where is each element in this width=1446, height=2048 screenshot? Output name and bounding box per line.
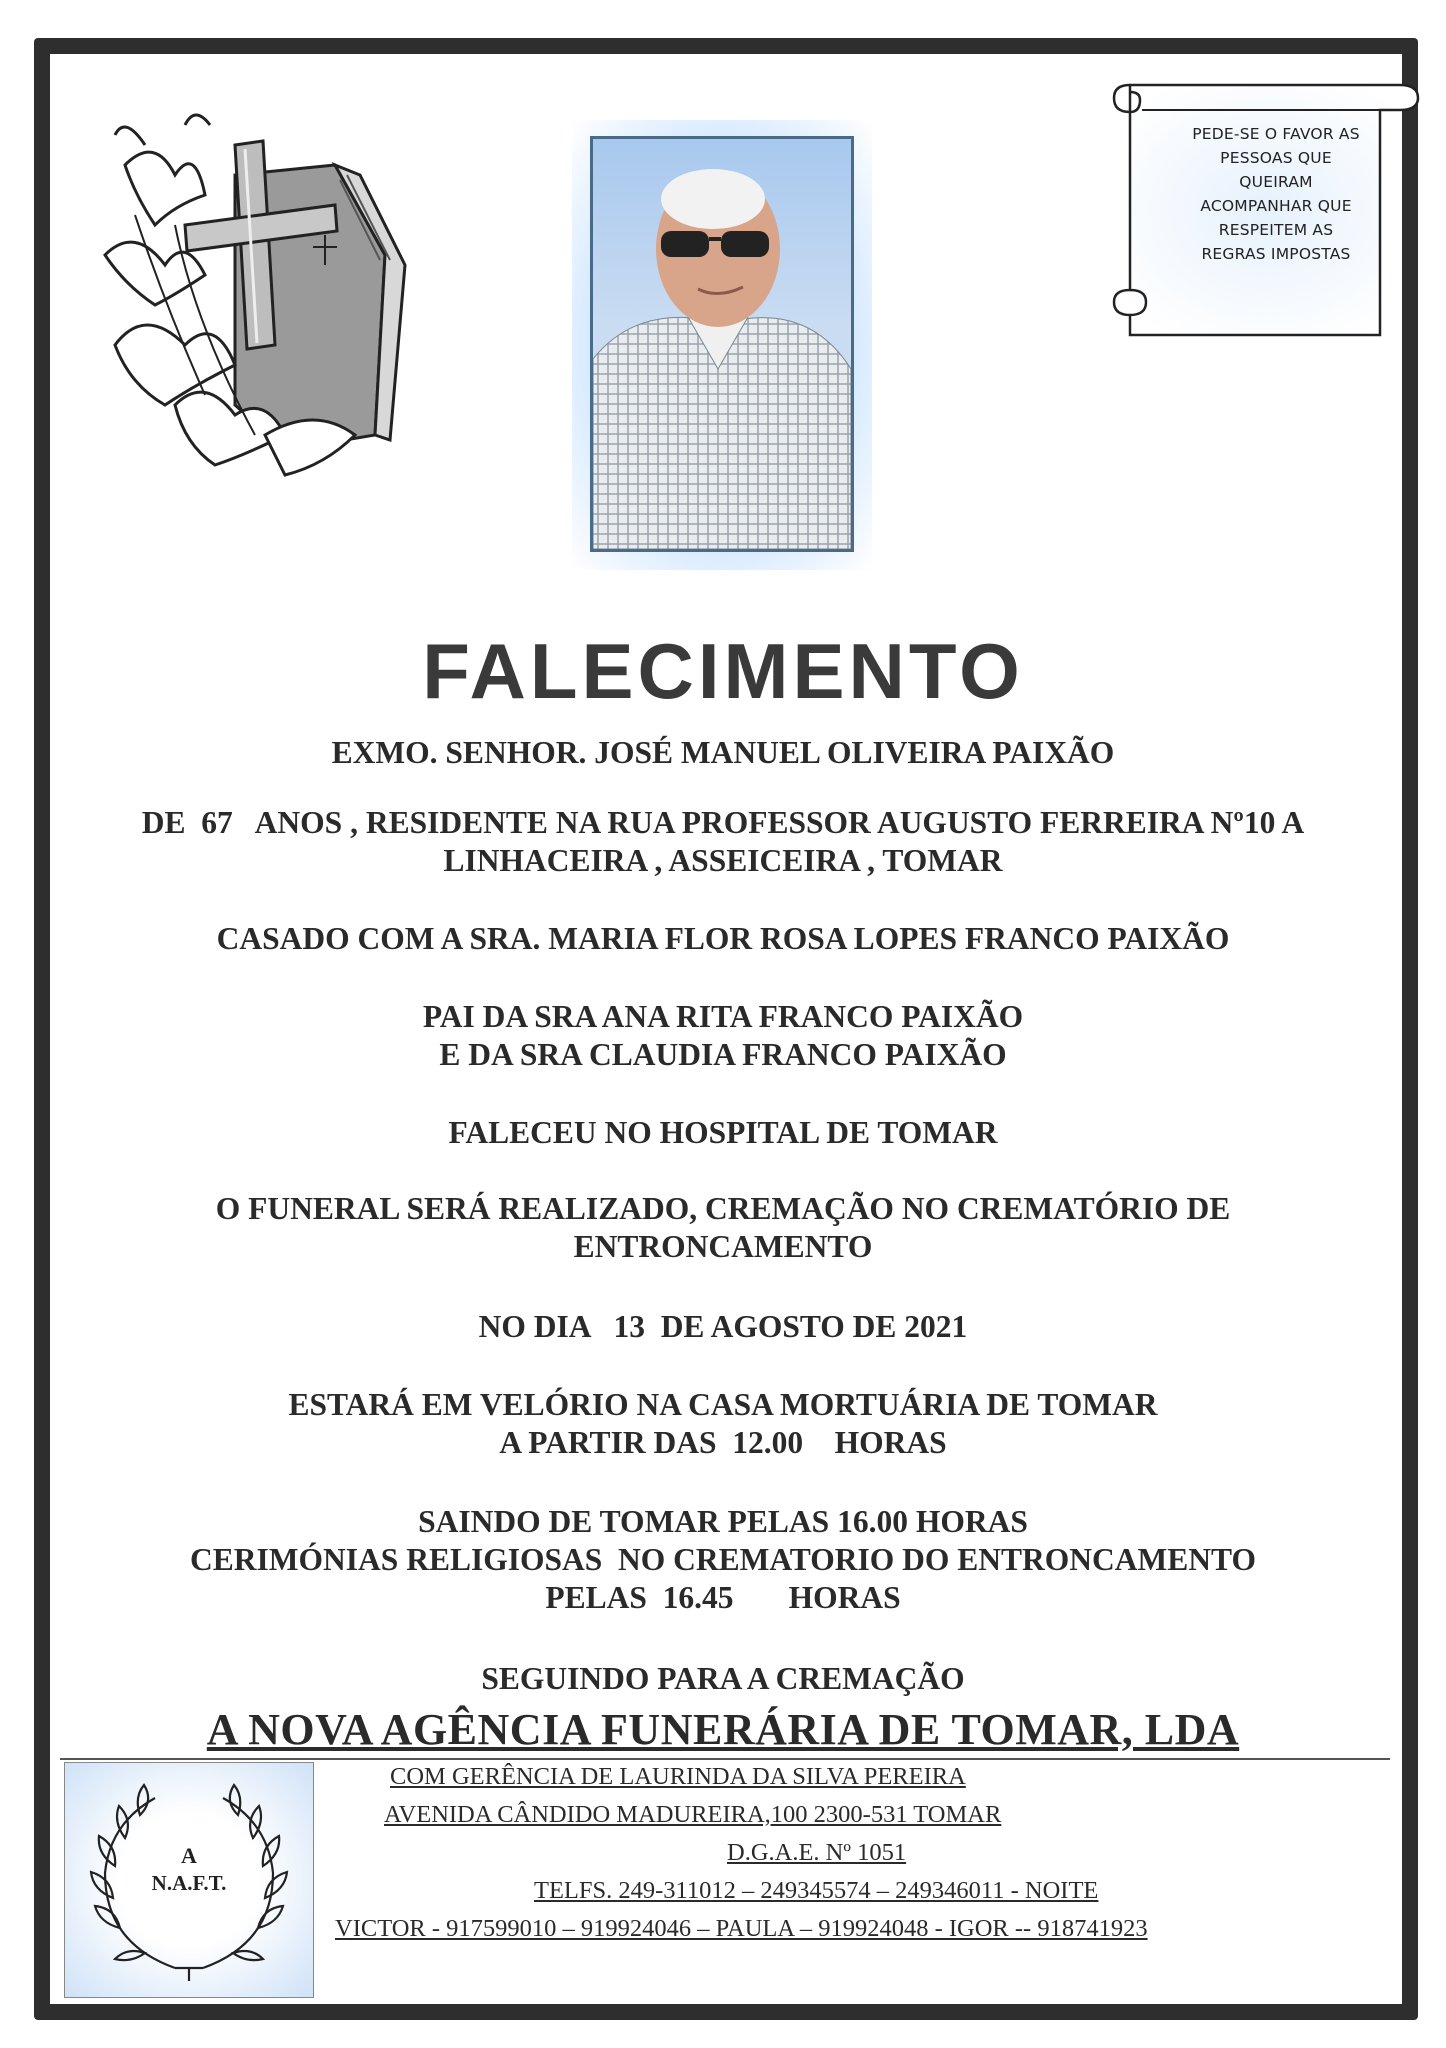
request-line: PEDE-SE O FAVOR AS: [1192, 125, 1360, 143]
logo-acronym: N.A.F.T.: [151, 1871, 227, 1895]
logo-letter: A: [181, 1843, 197, 1868]
request-line: RESPEITEM AS: [1218, 221, 1334, 239]
children-lines: PAI DA SRA ANA RITA FRANCO PAIXÃO E DA SRA CLAUDIA FRANCO PAIXÃO: [422, 999, 1024, 1072]
funeral-info: O FUNERAL SERÁ REALIZADO, CREMAÇÃO NO CREMATÓRIO DE ENTRONCAMENTO: [215, 1191, 1231, 1264]
company-logo: [64, 1762, 314, 1998]
request-line: PESSOAS QUE: [1220, 149, 1332, 167]
age-residence: DE 67 ANOS , RESIDENTE NA RUA PROFESSOR AUGUSTO FERREIRA Nº10 A LINHACEIRA , ASSEICEIRA , TOMAR: [141, 805, 1305, 878]
request-line: ACOMPANHAR QUE: [1200, 197, 1352, 215]
portrait-photo: [590, 136, 854, 552]
company-name: A NOVA AGÊNCIA FUNERÁRIA DE TOMAR, LDA: [206, 1705, 1240, 1754]
company-address: AVENIDA CÂNDIDO MADUREIRA,100 2300-531 TOMAR: [384, 1801, 1002, 1828]
request-line: QUEIRAM: [1239, 173, 1313, 191]
wake-info: ESTARÁ EM VELÓRIO NA CASA MORTUÁRIA DE TOMAR A PARTIR DAS 12.00 HORAS: [288, 1387, 1158, 1460]
request-notice: [1168, 122, 1384, 266]
funeral-date: NO DIA 13 DE AGOSTO DE 2021: [478, 1309, 968, 1344]
ceremony-info: SAINDO DE TOMAR PELAS 16.00 HORAS CERIMÓNIAS RELIGIOSAS NO CREMATORIO DO ENTRONCAMENTO PELAS 16.45 HORAS: [190, 1504, 1256, 1615]
company-management: COM GERÊNCIA DE LAURINDA DA SILVA PEREIRA: [390, 1763, 966, 1790]
request-line: REGRAS IMPOSTAS: [1201, 245, 1351, 263]
portrait-figure-icon: [593, 139, 851, 549]
company-contacts: VICTOR - 917599010 – 919924046 – PAULA – 919924048 - IGOR -- 918741923: [335, 1915, 1148, 1942]
notice-title: FALECIMENTO: [422, 627, 1024, 715]
cross-bible-lilies-icon: [85, 105, 425, 490]
deceased-name: EXMO. SENHOR. JOSÉ MANUEL OLIVEIRA PAIXÃO: [331, 735, 1115, 770]
place-of-death: FALECEU NO HOSPITAL DE TOMAR: [448, 1115, 998, 1150]
company-license: D.G.A.E. Nº 1051: [727, 1839, 907, 1866]
spouse-line: CASADO COM A SRA. MARIA FLOR ROSA LOPES FRANCO PAIXÃO: [216, 921, 1230, 956]
company-phones: TELFS. 249-311012 – 249345574 – 249346011 - NOITE: [534, 1877, 1099, 1904]
cremation-line: SEGUINDO PARA A CREMAÇÃO: [481, 1661, 965, 1696]
footer-divider: [60, 1758, 1390, 1760]
